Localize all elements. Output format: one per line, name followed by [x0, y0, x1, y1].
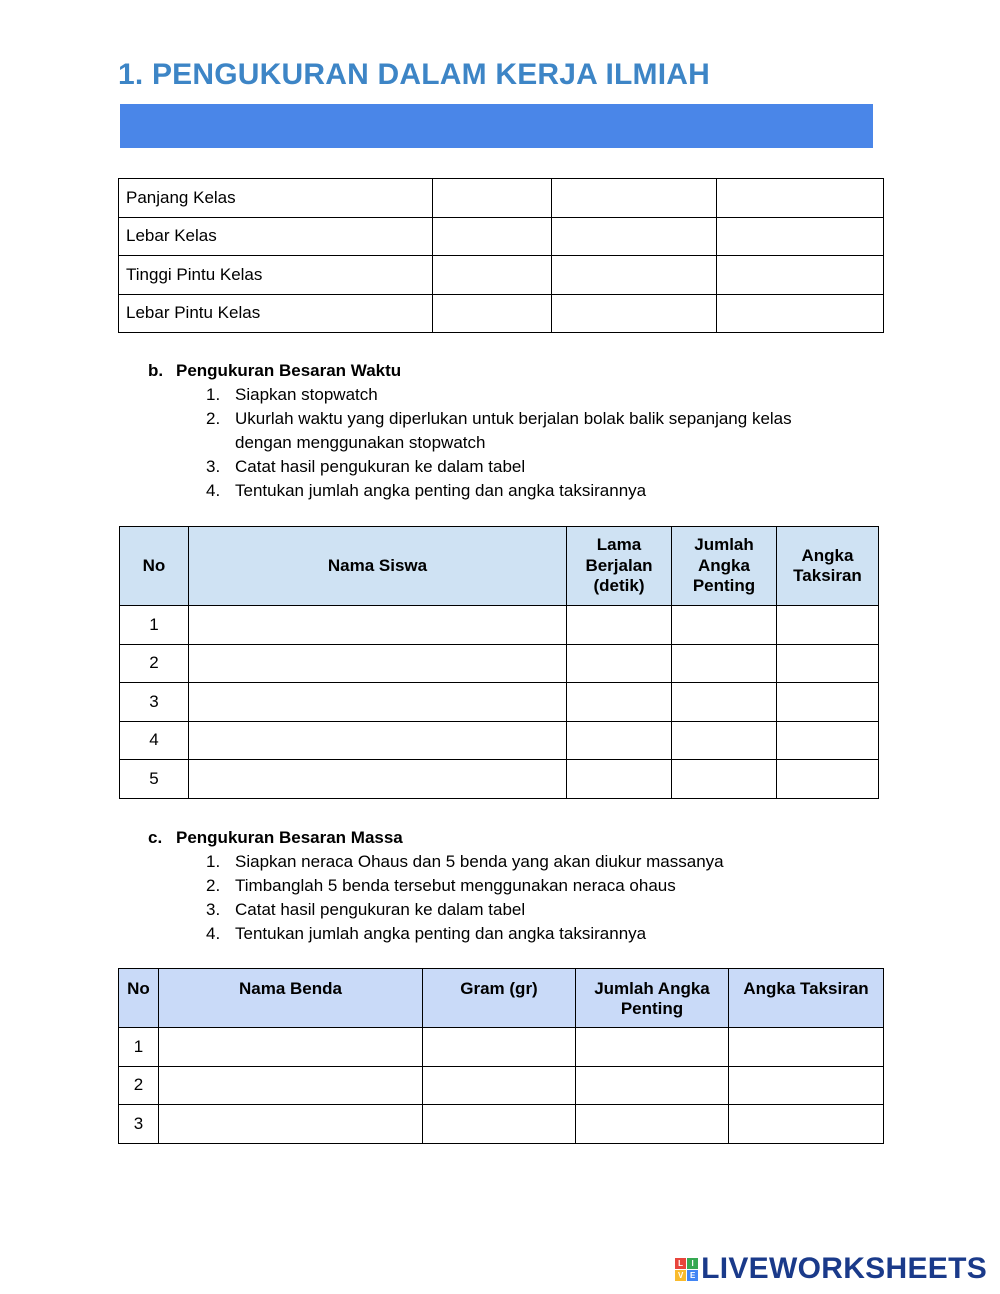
section-title: Pengukuran Besaran Waktu: [176, 361, 402, 380]
input-cell[interactable]: [552, 179, 717, 218]
row-number: 2: [119, 1066, 159, 1105]
step-list: [148, 383, 792, 503]
input-cell[interactable]: [159, 1066, 423, 1105]
input-cell[interactable]: [552, 217, 717, 256]
table-row: [120, 644, 879, 683]
section-heading: [148, 826, 724, 850]
section-mass-measurement: [148, 826, 724, 946]
step-text: Catat hasil pengukuran ke dalam tabel: [235, 457, 526, 476]
input-cell[interactable]: [729, 1028, 884, 1067]
row-number: 1: [119, 1028, 159, 1067]
list-item: [148, 898, 724, 922]
row-number: 1: [120, 606, 189, 645]
table-row: [120, 721, 879, 760]
step-number: 3.: [206, 457, 221, 476]
input-cell[interactable]: [189, 721, 567, 760]
step-number: 2.: [206, 409, 221, 428]
column-header-student-name: Nama Siswa: [189, 527, 567, 606]
step-number: 4.: [206, 924, 221, 943]
input-cell[interactable]: [729, 1105, 884, 1144]
row-label: Tinggi Pintu Kelas: [119, 256, 433, 295]
column-header-object-name: Nama Benda: [159, 969, 423, 1028]
input-cell[interactable]: [567, 644, 672, 683]
step-text: Tentukan jumlah angka penting dan angka taksirannya: [235, 924, 647, 943]
header-band: [120, 104, 873, 148]
walking-time-table: [119, 526, 879, 799]
column-header-no: No: [119, 969, 159, 1028]
table-row: [119, 256, 884, 295]
list-item: [148, 850, 724, 874]
step-text: Tentukan jumlah angka penting dan angka taksirannya: [235, 481, 647, 500]
header-line: Berjalan: [585, 555, 653, 575]
input-cell[interactable]: [552, 256, 717, 295]
row-number: 2: [120, 644, 189, 683]
liveworksheets-logo: [675, 1252, 987, 1286]
row-label: Panjang Kelas: [119, 179, 433, 218]
list-item: [148, 874, 724, 898]
input-cell[interactable]: [567, 760, 672, 799]
table-row: [120, 683, 879, 722]
input-cell[interactable]: [433, 294, 552, 333]
table-row: [119, 179, 884, 218]
input-cell[interactable]: [717, 217, 884, 256]
input-cell[interactable]: [433, 217, 552, 256]
step-text: Timbanglah 5 benda tersebut menggunakan neraca ohaus: [235, 876, 676, 895]
section-letter: c.: [148, 828, 163, 847]
header-line: Angka: [698, 555, 750, 575]
input-cell[interactable]: [576, 1028, 729, 1067]
column-header-gram: Gram (gr): [423, 969, 576, 1028]
row-label: Lebar Pintu Kelas: [119, 294, 433, 333]
column-header-significant-figures: [672, 527, 777, 606]
list-item: [148, 922, 724, 946]
input-cell[interactable]: [189, 644, 567, 683]
header-line: Jumlah Angka: [594, 979, 710, 998]
logo-letter: V: [675, 1270, 686, 1281]
section-time-measurement: [148, 359, 792, 503]
header-line: Angka: [801, 545, 854, 565]
mass-table: [118, 968, 884, 1144]
list-item: [148, 407, 792, 455]
input-cell[interactable]: [423, 1066, 576, 1105]
input-cell[interactable]: [672, 760, 777, 799]
input-cell[interactable]: [777, 606, 879, 645]
step-number: 1.: [206, 852, 221, 871]
input-cell[interactable]: [189, 606, 567, 645]
logo-letter: E: [687, 1270, 698, 1281]
table-header-row: [119, 969, 884, 1028]
table-row: [119, 1066, 884, 1105]
logo-letter: L: [675, 1258, 686, 1269]
list-item: [148, 455, 792, 479]
input-cell[interactable]: [777, 760, 879, 799]
column-header-estimated-digit: Angka Taksiran: [729, 969, 884, 1028]
section-title: Pengukuran Besaran Massa: [176, 828, 403, 847]
input-cell[interactable]: [672, 606, 777, 645]
step-number: 2.: [206, 876, 221, 895]
step-number: 1.: [206, 385, 221, 404]
logo-wordmark: LIVEWORKSHEETS: [701, 1252, 987, 1285]
input-cell[interactable]: [576, 1105, 729, 1144]
table-row: [120, 760, 879, 799]
table-row: [119, 294, 884, 333]
input-cell[interactable]: [567, 683, 672, 722]
table-row: [119, 217, 884, 256]
header-line: Taksiran: [793, 566, 862, 585]
logo-mark: [675, 1258, 698, 1281]
table-row: [119, 1028, 884, 1067]
input-cell[interactable]: [672, 644, 777, 683]
column-header-no: No: [120, 527, 189, 606]
row-number: 4: [120, 721, 189, 760]
row-number: 3: [119, 1105, 159, 1144]
logo-letter: I: [687, 1258, 698, 1269]
input-cell[interactable]: [552, 294, 717, 333]
step-number: 4.: [206, 481, 221, 500]
input-cell[interactable]: [717, 179, 884, 218]
input-cell[interactable]: [159, 1028, 423, 1067]
input-cell[interactable]: [777, 683, 879, 722]
list-item: [148, 383, 792, 407]
step-text: Ukurlah waktu yang diperlukan untuk berjalan bolak balik sepanjang kelas: [235, 409, 792, 428]
input-cell[interactable]: [433, 179, 552, 218]
step-text-continued: dengan menggunakan stopwatch: [235, 433, 486, 452]
section-heading: [148, 359, 792, 383]
input-cell[interactable]: [717, 256, 884, 295]
input-cell[interactable]: [189, 760, 567, 799]
input-cell[interactable]: [717, 294, 884, 333]
header-line: Jumlah: [694, 535, 754, 555]
input-cell[interactable]: [777, 644, 879, 683]
input-cell[interactable]: [672, 683, 777, 722]
column-header-significant-figures: [576, 969, 729, 1028]
step-text: Catat hasil pengukuran ke dalam tabel: [235, 900, 526, 919]
input-cell[interactable]: [189, 683, 567, 722]
input-cell[interactable]: [729, 1066, 884, 1105]
input-cell[interactable]: [567, 606, 672, 645]
header-line: Lama: [596, 535, 642, 555]
step-number: 3.: [206, 900, 221, 919]
input-cell[interactable]: [576, 1066, 729, 1105]
table-row: [120, 606, 879, 645]
input-cell[interactable]: [777, 721, 879, 760]
list-item: [148, 479, 792, 503]
column-header-estimated-digit: [777, 527, 879, 606]
step-text: Siapkan stopwatch: [235, 385, 378, 404]
header-line: Penting: [620, 999, 684, 1018]
column-header-walking-time: [567, 527, 672, 606]
step-list: [148, 850, 724, 946]
row-number: 5: [120, 760, 189, 799]
table-header-row: [120, 527, 879, 606]
row-number: 3: [120, 683, 189, 722]
input-cell[interactable]: [423, 1105, 576, 1144]
section-letter: b.: [148, 361, 164, 380]
table-row: [119, 1105, 884, 1144]
classroom-measurement-table: [118, 178, 884, 333]
input-cell[interactable]: [672, 721, 777, 760]
input-cell[interactable]: [159, 1105, 423, 1144]
row-label: Lebar Kelas: [119, 217, 433, 256]
input-cell[interactable]: [423, 1028, 576, 1067]
step-text: Siapkan neraca Ohaus dan 5 benda yang akan diukur massanya: [235, 852, 724, 871]
page-title: 1. PENGUKURAN DALAM KERJA ILMIAH: [118, 58, 710, 91]
header-line: (detik): [593, 576, 645, 596]
input-cell[interactable]: [567, 721, 672, 760]
header-line: Penting: [692, 576, 756, 596]
input-cell[interactable]: [433, 256, 552, 295]
